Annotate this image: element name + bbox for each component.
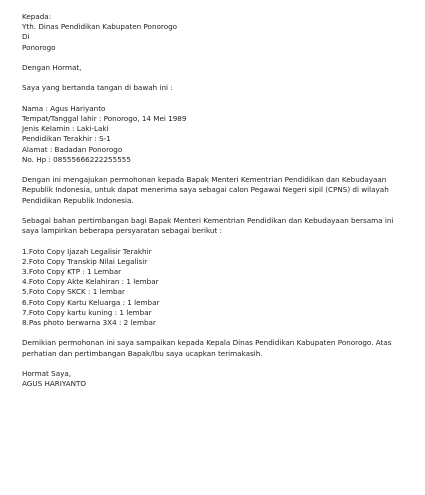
recipient-di: Di bbox=[22, 32, 30, 42]
identity-phone: No. Hp : 08555666222255555 bbox=[22, 154, 131, 164]
spacer bbox=[22, 206, 414, 216]
recipient-city: Ponorogo bbox=[22, 42, 56, 52]
greeting: Dengan Hormat, bbox=[22, 63, 82, 72]
request-line: Pendidikan Republik Indonesia. bbox=[22, 195, 134, 205]
spacer bbox=[22, 94, 414, 104]
identity-name: Nama : Agus Hariyanto bbox=[22, 103, 106, 113]
request-line: Dengan ini mengajukan permohonan kepada Bapak Menteri Kementrian Pendidikan dan Kebudayaan bbox=[22, 175, 387, 185]
request-paragraph bbox=[22, 175, 414, 206]
recipient-name: Yth. Dinas Pendidikan Kabupaten Ponorogo bbox=[22, 22, 178, 32]
identity-birth: Tempat/Tanggal lahir : Ponorogo, 14 Mei 1989 bbox=[22, 113, 187, 123]
attachment-item: 3.Foto Copy KTP : 1 Lembar bbox=[22, 266, 122, 276]
identity-education: Pendidikan Terakhir : S-1 bbox=[22, 134, 111, 144]
attachment-item: 8.Pas photo berwarna 3X4 : 2 lembar bbox=[22, 318, 156, 327]
spacer bbox=[22, 328, 414, 338]
letter-document bbox=[22, 12, 414, 389]
recipient-block bbox=[22, 12, 414, 53]
closing-paragraph bbox=[22, 338, 414, 358]
spacer bbox=[22, 165, 414, 175]
attachment-item: 4.Foto Copy Akte Kelahiran : 1 lembar bbox=[22, 277, 159, 287]
attachment-item: 1.Foto Copy Ijazah Legalisir Terakhir bbox=[22, 246, 152, 256]
attachment-intro-paragraph bbox=[22, 216, 414, 236]
identity-gender: Jenis Kelamin : Laki-Laki bbox=[22, 124, 109, 134]
closing-line: perhatian dan pertimbangan Bapak/Ibu saya ucapkan terimakasih. bbox=[22, 348, 263, 358]
spacer bbox=[22, 359, 414, 369]
attachment-list bbox=[22, 247, 414, 329]
attachment-item: 6.Foto Copy Kartu Keluarga : 1 lembar bbox=[22, 297, 160, 307]
intro-text: Saya yang bertanda tangan di bawah ini : bbox=[22, 83, 173, 93]
signoff-name: AGUS HARIYANTO bbox=[22, 379, 87, 389]
spacer bbox=[22, 53, 414, 63]
attachment-intro-line: Sebagai bahan pertimbangan bagi Bapak Menteri Kementrian Pendidikan dan Kebudayaan bersama ini bbox=[22, 215, 394, 225]
spacer bbox=[22, 73, 414, 83]
attachment-item: 2.Foto Copy Transkip Nilai Legalisir bbox=[22, 256, 148, 266]
signoff-salutation: Hormat Saya, bbox=[22, 368, 72, 378]
signoff-block bbox=[22, 369, 414, 389]
attachment-intro-line: saya lampirkan beberapa persyaratan sebagai berikut : bbox=[22, 226, 222, 236]
recipient-label: Kepada: bbox=[22, 12, 52, 21]
identity-address: Alamat : Badadan Ponorogo bbox=[22, 144, 123, 154]
request-line: Republik Indonesia, untuk dapat menerima saya sebagai calon Pegawai Negeri sipil (CPNS) di wilayah bbox=[22, 185, 389, 195]
closing-line: Demikian permohonan ini saya sampaikan kepada Kepala Dinas Pendidikan Kabupaten Ponorogo. Atas bbox=[22, 338, 392, 348]
identity-block bbox=[22, 104, 414, 165]
attachment-item: 5.Foto Copy SKCK : 1 lembar bbox=[22, 287, 125, 297]
attachment-item: 7.Foto Copy kartu kuning : 1 lembar bbox=[22, 307, 152, 317]
spacer bbox=[22, 236, 414, 246]
